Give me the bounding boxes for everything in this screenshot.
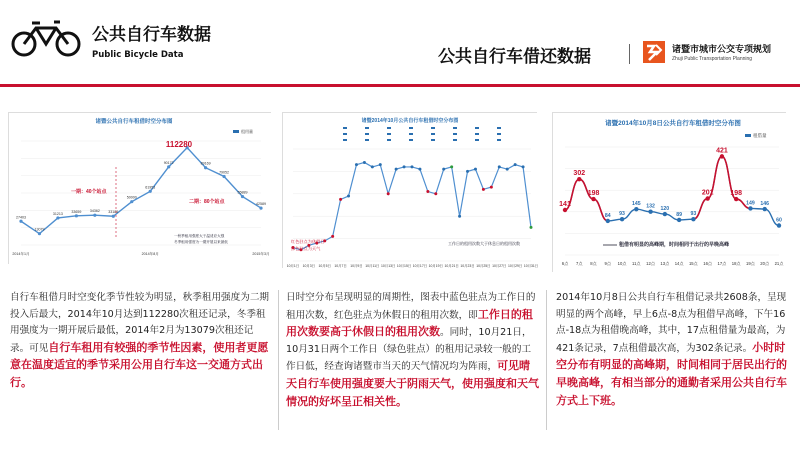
data-point (395, 168, 398, 171)
note-2: 红色驻点为休假日 (291, 239, 325, 244)
data-point (563, 208, 567, 212)
legend-swatch (365, 133, 369, 135)
data-point (522, 165, 525, 168)
legend-swatch (453, 133, 457, 135)
legend-swatch (365, 127, 369, 129)
paragraph-daily (286, 290, 540, 411)
data-label: 198 (587, 190, 600, 198)
legend-label: 租借量 (753, 133, 767, 138)
data-label: 13079 (34, 227, 45, 232)
data-label: 89 (676, 211, 683, 218)
x-tick-label: 2014年8月 (141, 252, 159, 256)
data-point (411, 165, 414, 168)
data-point (663, 212, 667, 216)
paragraph-monthly (10, 290, 272, 393)
data-point (204, 166, 207, 169)
x-tick-label: 2015年3月 (252, 252, 270, 256)
x-tick-label: 10月13日 (381, 264, 396, 268)
divider (546, 290, 547, 430)
x-tick-label: 10月1日 (286, 264, 300, 268)
x-tick-label: 8点 (590, 261, 597, 266)
data-point (347, 195, 350, 198)
chart-monthly-svg (9, 113, 272, 265)
x-tick-label: 10月27日 (492, 264, 507, 268)
data-point (379, 163, 382, 166)
data-point (734, 197, 738, 201)
data-point (777, 223, 781, 227)
note-1: 工作日的租用次数大于休息日的租用次数 (448, 241, 520, 246)
data-label: 33659 (71, 209, 82, 214)
highlight-text: 工作日的租用次数要高于休假日的租用次数 (286, 307, 533, 339)
data-point (705, 196, 709, 200)
legend-swatch (387, 127, 391, 129)
data-point (748, 206, 752, 210)
x-tick-label: 10月25日 (476, 264, 491, 268)
org-name: 诸暨市城市公交专项规划 (672, 45, 772, 55)
x-tick-label: 10月9日 (350, 264, 363, 268)
x-tick-label: 10月17日 (412, 264, 428, 268)
data-label: 27403 (16, 215, 26, 220)
legend-swatch (497, 127, 501, 129)
legend-swatch (365, 139, 369, 141)
legend-swatch (431, 139, 435, 141)
data-point (506, 168, 509, 171)
legend-swatch (409, 133, 413, 135)
data-point (691, 217, 695, 221)
data-point (38, 232, 41, 235)
data-point (222, 175, 225, 178)
legend-swatch (497, 133, 501, 135)
x-tick-label: 10月21日 (444, 264, 459, 268)
data-label: 50000 (126, 195, 137, 200)
x-tick-label: 12点 (646, 261, 656, 266)
x-tick-label: 10月23日 (460, 264, 475, 268)
paragraph-text: 。同时，10月21日，10月31日两个工作日（绿色驻点）的租用记录较一般的工作日低，经查询诸暨市当天的天气情况均为阵雨， (286, 327, 532, 373)
legend-swatch (475, 139, 479, 141)
data-point (149, 190, 152, 193)
chart-note: 租借有明显的高峰期，时间相同于出行的早晚高峰 (619, 242, 730, 248)
data-point (620, 217, 624, 221)
legend-swatch (387, 133, 391, 135)
x-tick-label: 10月29日 (507, 264, 523, 268)
x-tick-label: 17点 (717, 261, 727, 266)
highlight-text: 可见晴天自行车使用强度要大于阴雨天气，使用强度和天气情况的好坏呈正相关性。 (286, 359, 539, 408)
data-point (371, 165, 374, 168)
chart-hourly-svg (553, 113, 787, 273)
legend-swatch (475, 127, 479, 129)
legend-swatch (431, 127, 435, 129)
paragraph-text: 自行车租借月时空变化季节性较为明显，秋季租用强度为二期投入后最大，2014年10月达到112280次租还记录，冬季租用强度为一期开展后最低，2014年2月为13079次租还记录。可见 (10, 292, 270, 354)
data-point (167, 165, 170, 168)
x-tick-label: 16点 (703, 261, 713, 266)
x-tick-label: 11点 (632, 261, 641, 266)
page-title: 公共自行车数据 (92, 25, 211, 45)
chart-monthly (8, 112, 271, 264)
data-label: 145 (632, 201, 641, 208)
data-label: 42589 (256, 202, 266, 207)
legend-swatch (343, 133, 347, 135)
x-tick-label: 9点 (604, 261, 612, 266)
data-point (514, 163, 517, 166)
data-point (634, 207, 638, 211)
chart-hourly (552, 112, 786, 272)
data-label: 149 (746, 200, 755, 207)
data-point (130, 200, 133, 203)
x-tick-label: 20点 (760, 261, 770, 266)
data-point (259, 206, 262, 209)
data-point (466, 170, 469, 173)
legend-swatch (453, 127, 457, 129)
data-point (403, 165, 406, 168)
note-1: 一秋季租用强度大于温适应大强 (174, 234, 225, 238)
data-label: 198 (730, 190, 743, 198)
x-tick-label: 2014年1月 (12, 252, 30, 256)
paragraph-hourly (556, 290, 788, 410)
data-label: 302 (573, 170, 586, 178)
data-point (498, 165, 501, 168)
x-tick-label: 10月11日 (365, 264, 380, 268)
x-tick-label: 10月31日 (523, 264, 538, 268)
org-logo-icon (642, 40, 666, 64)
chart-daily-svg (283, 113, 538, 269)
data-label: 60 (776, 217, 782, 224)
chart-title: 诸暨公共自行车租借时空分布图 (95, 119, 173, 125)
data-label: 84 (604, 212, 611, 219)
data-point (458, 215, 461, 218)
x-tick-label: 15点 (688, 261, 698, 266)
data-label: 120 (660, 206, 670, 213)
data-label: 34362 (89, 209, 100, 214)
data-label: 55889 (237, 190, 248, 195)
data-point (591, 197, 595, 201)
legend-swatch (453, 139, 457, 141)
data-label: 146 (760, 201, 770, 208)
header-divider (629, 44, 630, 64)
x-tick-label: 14点 (674, 261, 684, 266)
legend-swatch (343, 127, 347, 129)
data-point (434, 192, 437, 195)
x-tick-label: 19点 (746, 261, 755, 266)
data-point (648, 210, 652, 214)
phase2-annotation: 二期：80个站点 (189, 199, 225, 205)
section-title: 公共自行车借还数据 (438, 47, 591, 67)
data-point (720, 154, 724, 158)
data-point (241, 195, 244, 198)
data-point (363, 161, 366, 164)
data-point (677, 218, 681, 222)
x-tick-label: 10月3日 (302, 264, 316, 268)
legend-swatch (409, 139, 413, 141)
legend-swatch (475, 133, 479, 135)
chart-title: 诸暨2014年10月公共自行车租借时空分布图 (361, 118, 459, 124)
peak-annotation: 112280 (165, 140, 193, 149)
phase1-annotation: 一期：40个站点 (71, 189, 107, 195)
data-point (112, 215, 115, 218)
chart-daily (282, 112, 537, 268)
data-point (482, 188, 485, 191)
highlight-text: 小时时空分布有明显的高峰期，时间相同于居民出行的早晚高峰，有相当部分的通勤者采用公共自行车方式上下班。 (556, 340, 787, 407)
data-label: 201 (701, 189, 714, 197)
paragraph-text: 2014年10月8日公共自行车租借记录共2608条，呈现明显的两个高峰，早上6点-8点为租借早高峰，下午16点-18点为租借晚高峰，其中，17点租借量为最高，为421条记录，7点租借最次高，为302条记录。 (556, 292, 787, 354)
data-point (530, 226, 533, 229)
header-rule (0, 84, 800, 87)
x-tick-label: 10月5日 (318, 264, 331, 268)
legend-swatch (409, 127, 413, 129)
data-label: 33185 (108, 210, 119, 215)
bicycle-icon (10, 18, 84, 58)
paragraph-text: 日时空分布呈现明显的周期性，图表中蓝色驻点为工作日的租用次数，红色驻点为休假日的租用次数，即 (286, 292, 536, 321)
data-label: 93 (690, 211, 697, 218)
data-point (418, 168, 421, 171)
org-name-en: Zhuji Public Transportation Planning (672, 56, 753, 62)
page-subtitle: Public Bicycle Data (92, 50, 184, 60)
data-point (339, 198, 342, 201)
legend-label: 租用量 (241, 129, 253, 134)
data-label: 61953 (145, 185, 156, 190)
data-point (577, 177, 581, 181)
legend-swatch (497, 139, 501, 141)
data-point (763, 207, 767, 211)
x-tick-label: 10点 (617, 261, 627, 266)
data-label: 31213 (52, 211, 63, 216)
note-3: 绿色驻点为天气 (291, 246, 321, 251)
data-point (474, 168, 477, 171)
x-tick-label: 7点 (576, 261, 583, 266)
data-label: 141 (559, 201, 571, 208)
x-tick-label: 18点 (731, 261, 741, 266)
x-tick-label: 10月15日 (396, 264, 412, 268)
legend-swatch (431, 133, 435, 135)
data-label: 421 (716, 147, 728, 155)
data-point (19, 220, 22, 223)
data-point (426, 190, 429, 193)
legend-swatch (387, 139, 391, 141)
x-tick-label: 10月19日 (428, 264, 443, 268)
data-point (355, 163, 358, 166)
x-tick-label: 10月7日 (334, 264, 347, 268)
data-point (387, 192, 390, 195)
data-label: 89169 (200, 161, 211, 166)
x-tick-label: 13点 (660, 261, 670, 266)
data-label: 132 (646, 203, 655, 210)
highlight-text: 自行车租用有较强的季节性因素，使用者更愿意在温度适宜的季节采用公用自行车这一交通方式出行。 (10, 340, 269, 389)
data-point (331, 235, 334, 238)
x-tick-label: 21点 (774, 261, 784, 266)
chart-title: 诸暨2014年10月8日公共自行车租借时空分布图 (605, 120, 741, 127)
data-point (450, 165, 453, 168)
x-tick-label: 6点 (561, 261, 569, 266)
data-point (606, 219, 610, 223)
data-point (442, 168, 445, 171)
data-label: 90172 (163, 160, 174, 165)
note-2: 冬季租用强度为一期开展以来最低 (174, 240, 228, 244)
data-point (56, 216, 59, 219)
data-point (75, 214, 78, 217)
divider (278, 290, 279, 430)
data-label: 93 (619, 211, 625, 218)
data-point (93, 214, 96, 217)
data-label: 79052 (219, 170, 230, 175)
data-point (490, 186, 493, 189)
legend-swatch (343, 139, 347, 141)
